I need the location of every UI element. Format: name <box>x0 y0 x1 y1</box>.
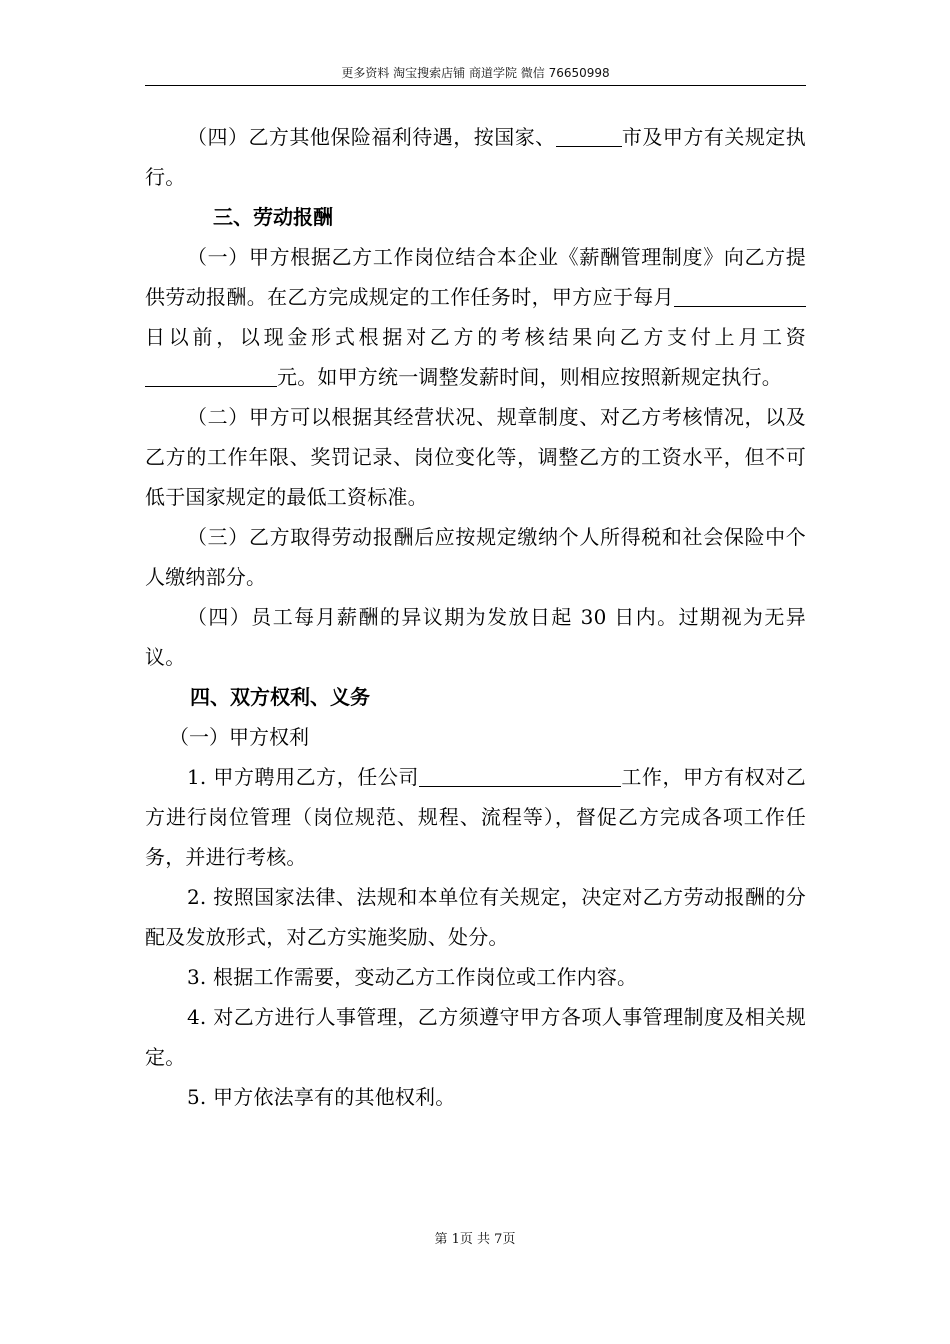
paragraph-rights-3: 3. 根据工作需要，变动乙方工作岗位或工作内容。 <box>187 965 638 989</box>
paragraph-text: 市及甲方有关规定执行。 <box>145 125 806 189</box>
header-text: 更多资料 淘宝搜索店铺 商道学院 微信 76650998 <box>341 66 610 80</box>
paragraph-rights-5: 5. 甲方依法享有的其他权利。 <box>187 1085 456 1109</box>
subsection-heading-party-a-rights: （一）甲方权利 <box>169 725 309 749</box>
paragraph-insurance-welfare <box>145 117 806 197</box>
fill-in-blank-pay-day[interactable] <box>674 286 806 307</box>
fill-in-blank-city[interactable] <box>556 126 622 147</box>
paragraph-remuneration-3: （三）乙方取得劳动报酬后应按规定缴纳个人所得税和社会保险中个人缴纳部分。 <box>145 525 806 589</box>
fill-in-blank-salary-amount[interactable] <box>145 366 277 387</box>
paragraph-remuneration-4: （四）员工每月薪酬的异议期为发放日起 30 日内。过期视为无异议。 <box>145 605 806 669</box>
section-heading-rights-obligations: 四、双方权利、义务 <box>190 685 370 709</box>
paragraph-text: 元。如甲方统一调整发薪时间，则相应按照新规定执行。 <box>277 365 782 389</box>
paragraph-text: （一）甲方根据乙方工作岗位结合本企业《薪酬管理制度》向乙方提供劳动报酬。在乙方完成规定的工作任务时，甲方应于每月 <box>145 245 806 309</box>
paragraph-remuneration-2: （二）甲方可以根据其经营状况、规章制度、对乙方考核情况，以及乙方的工作年限、奖罚记录、岗位变化等，调整乙方的工资水平，但不可低于国家规定的最低工资标准。 <box>145 405 806 509</box>
paragraph-text: 工作，甲方有权对乙方进行岗位管理（岗位规范、规程、流程等），督促乙方完成各项工作任务，并进行考核。 <box>145 765 806 869</box>
header-divider <box>145 85 806 86</box>
section-heading-remuneration: 三、劳动报酬 <box>213 205 333 229</box>
paragraph-text: （四）乙方其他保险福利待遇，按国家、 <box>187 125 556 149</box>
paragraph-rights-1 <box>145 757 806 877</box>
paragraph-rights-4: 4. 对乙方进行人事管理，乙方须遵守甲方各项人事管理制度及相关规定。 <box>145 1005 806 1069</box>
page-number: 第 1页 共 7页 <box>434 1232 516 1247</box>
paragraph-rights-2: 2. 按照国家法律、法规和本单位有关规定，决定对乙方劳动报酬的分配及发放形式，对乙方实施奖励、处分。 <box>145 885 806 949</box>
paragraph-text: 日以前，以现金形式根据对乙方的考核结果向乙方支付上月工资 <box>145 325 806 349</box>
page-footer <box>0 1231 950 1249</box>
fill-in-blank-position[interactable] <box>419 766 621 787</box>
document-body <box>145 117 806 1117</box>
paragraph-remuneration-1 <box>145 237 806 397</box>
page-header <box>145 64 806 82</box>
paragraph-text: 1. 甲方聘用乙方，任公司 <box>187 765 419 789</box>
